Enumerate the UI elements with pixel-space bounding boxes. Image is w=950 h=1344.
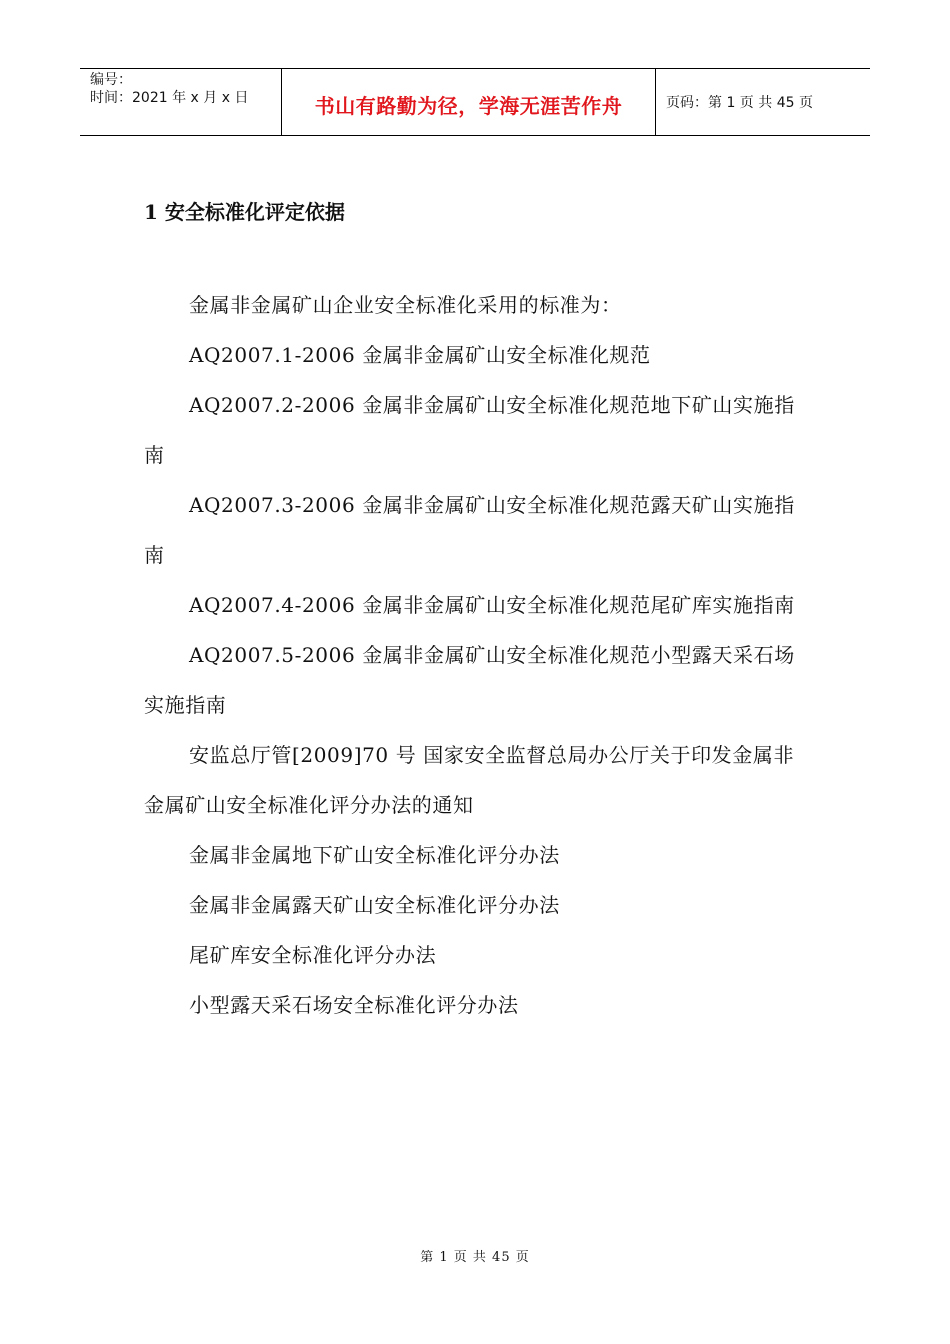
body-paragraph: AQ2007.5-2006 金属非金属矿山安全标准化规范小型露天采石场实施指南	[144, 643, 795, 717]
header-page-info-cell	[656, 69, 870, 135]
body-paragraph: 金属非金属矿山企业安全标准化采用的标准为：	[189, 293, 622, 317]
body-paragraph: AQ2007.2-2006 金属非金属矿山安全标准化规范地下矿山实施指南	[144, 393, 795, 467]
document-body	[144, 280, 809, 1030]
body-paragraph: AQ2007.3-2006 金属非金属矿山安全标准化规范露天矿山实施指南	[144, 493, 795, 567]
section-title: 1 安全标准化评定依据	[144, 200, 345, 224]
page-footer: 第 1 页 共 45 页	[420, 1250, 530, 1265]
body-paragraph: 小型露天采石场安全标准化评分办法	[189, 993, 519, 1017]
header-motto-cell	[282, 69, 656, 135]
body-paragraph: 安监总厅管[2009]70 号 国家安全监督总局办公厅关于印发金属非金属矿山安全标准化评分办法的通知	[144, 743, 795, 817]
header-motto: 书山有路勤为径，学海无涯苦作舟	[314, 93, 623, 118]
body-paragraph: 尾矿库安全标准化评分办法	[189, 943, 437, 967]
body-paragraph: AQ2007.4-2006 金属非金属矿山安全标准化规范尾矿库实施指南	[189, 593, 795, 617]
page-header	[80, 68, 870, 136]
document-date: 时间：2021 年 x 月 x 日	[90, 90, 249, 106]
document-number-label: 编号：	[90, 72, 132, 88]
body-paragraph: AQ2007.1-2006 金属非金属矿山安全标准化规范	[189, 343, 651, 367]
header-page-info: 页码：第 1 页 共 45 页	[666, 95, 813, 111]
header-meta	[80, 69, 282, 135]
body-paragraph: 金属非金属露天矿山安全标准化评分办法	[189, 893, 560, 917]
body-paragraph: 金属非金属地下矿山安全标准化评分办法	[189, 843, 560, 867]
